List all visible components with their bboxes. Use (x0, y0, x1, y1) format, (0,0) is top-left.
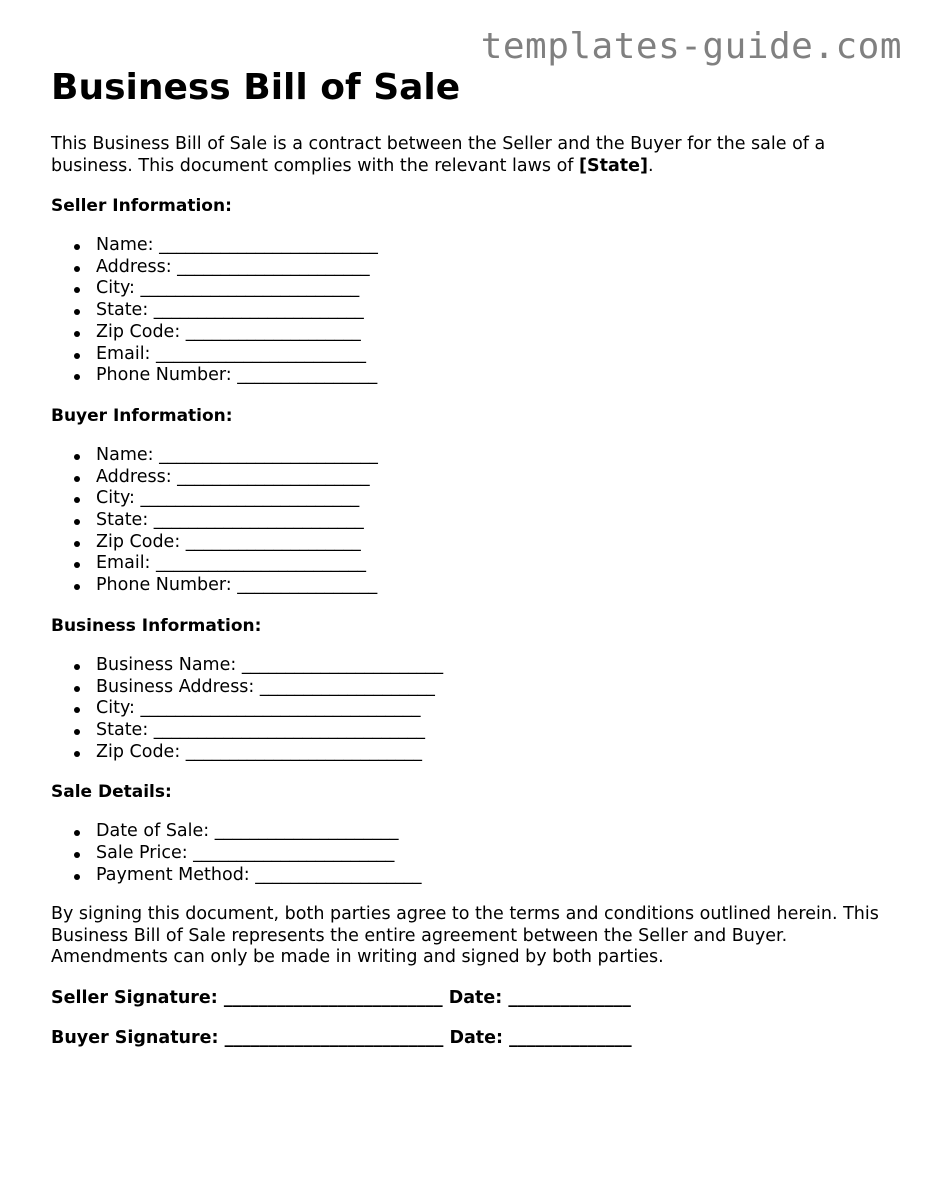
state-placeholder: [State] (579, 155, 649, 176)
buyer-address-field[interactable]: Address: ______________________ (96, 467, 901, 489)
document-page (51, 62, 901, 1049)
seller-zip-field[interactable]: Zip Code: ____________________ (96, 322, 901, 344)
business-info-list (51, 655, 901, 764)
buyer-name-field[interactable]: Name: _________________________ (96, 445, 901, 467)
buyer-zip-field[interactable]: Zip Code: ____________________ (96, 532, 901, 554)
sale-details-list (51, 821, 901, 886)
closing-paragraph: By signing this document, both parties agree to the terms and conditions outlined herein. This Business Bill of Sale represents the entire agreement between the Seller and Buyer. Amendments can only be made in writing and signed by both parties. (51, 904, 879, 968)
intro-text: This Business Bill of Sale is a contract between the Seller and the Buyer for the sale of a business. This document complies with the relevant laws of (51, 134, 826, 176)
buyer-info-heading: Buyer Information: (51, 405, 233, 426)
buyer-signature-line[interactable]: Buyer Signature: _________________________ Date: ______________ (51, 1027, 632, 1048)
sale-details-heading: Sale Details: (51, 782, 172, 803)
seller-city-field[interactable]: City: _________________________ (96, 278, 901, 300)
seller-info-list (51, 235, 901, 387)
sale-price-field[interactable]: Sale Price: _______________________ (96, 843, 901, 865)
intro-period: . (648, 155, 654, 176)
business-name-field[interactable]: Business Name: _______________________ (96, 655, 901, 677)
intro-paragraph (51, 134, 901, 177)
business-zip-field[interactable]: Zip Code: ___________________________ (96, 742, 901, 764)
buyer-info-list (51, 445, 901, 597)
seller-name-field[interactable]: Name: _________________________ (96, 235, 901, 257)
seller-signature-line[interactable]: Seller Signature: _________________________ Date: ______________ (51, 987, 631, 1008)
seller-info-heading: Seller Information: (51, 196, 232, 216)
business-address-field[interactable]: Business Address: ____________________ (96, 677, 901, 699)
business-info-heading: Business Information: (51, 615, 262, 636)
date-of-sale-field[interactable]: Date of Sale: _____________________ (96, 821, 901, 843)
buyer-state-field[interactable]: State: ________________________ (96, 510, 901, 532)
buyer-city-field[interactable]: City: _________________________ (96, 488, 901, 510)
business-state-field[interactable]: State: _______________________________ (96, 720, 901, 742)
seller-state-field[interactable]: State: ________________________ (96, 300, 901, 322)
seller-address-field[interactable]: Address: ______________________ (96, 257, 901, 279)
document-title: Business Bill of Sale (51, 67, 461, 108)
watermark: templates-guide.com (480, 26, 902, 67)
seller-email-field[interactable]: Email: ________________________ (96, 344, 901, 366)
seller-phone-field[interactable]: Phone Number: ________________ (96, 365, 901, 387)
business-city-field[interactable]: City: ________________________________ (96, 698, 901, 720)
buyer-email-field[interactable]: Email: ________________________ (96, 553, 901, 575)
buyer-phone-field[interactable]: Phone Number: ________________ (96, 575, 901, 597)
payment-method-field[interactable]: Payment Method: ___________________ (96, 865, 901, 887)
